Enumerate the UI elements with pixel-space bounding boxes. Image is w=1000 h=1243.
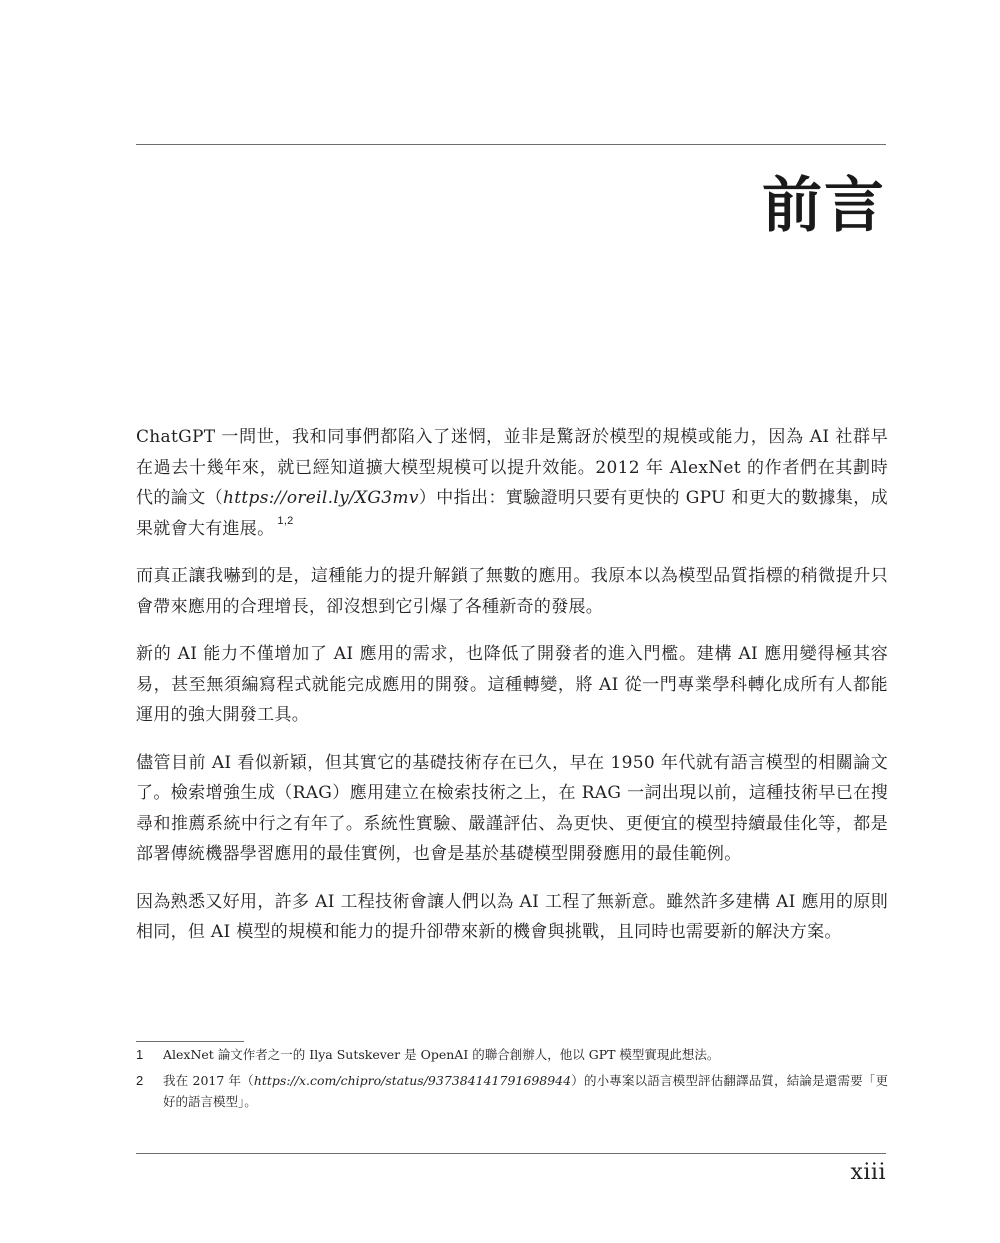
page-number: xiii bbox=[850, 1160, 886, 1185]
footnote-number: 2 bbox=[136, 1073, 144, 1088]
footnote-number: 1 bbox=[136, 1047, 144, 1062]
paragraph-1 bbox=[136, 422, 888, 544]
paragraph-2: 而真正讓我嚇到的是，這種能力的提升解鎖了無數的應用。我原本以為模型品質指標的稍微提升只會帶來應用的合理增長，卻沒想到它引爆了各種新奇的發展。 bbox=[136, 566, 888, 617]
body-text bbox=[136, 422, 888, 965]
paragraph-3: 新的 AI 能力不僅增加了 AI 應用的需求，也降低了開發者的進入門檻。建構 AI 應用變得極其容易，甚至無須編寫程式就能完成應用的開發。這種轉變，將 AI 從一門專業學科轉化成所有人都能運用的強大開發工具。 bbox=[136, 644, 888, 725]
paragraph-5: 因為熟悉又好用，許多 AI 工程技術會讓人們以為 AI 工程了無新意。雖然許多建構 AI 應用的原則相同，但 AI 模型的規模和能力的提升卻帶來新的機會與挑戰，且同時也需要新的解決方案。 bbox=[136, 891, 888, 942]
footnotes bbox=[136, 1044, 888, 1117]
footnote-2 bbox=[136, 1070, 888, 1112]
footnote-text: AlexNet 論文作者之一的 Ilya Sutskever 是 OpenAI 的聯合創辦人，他以 GPT 模型實現此想法。 bbox=[163, 1047, 720, 1062]
footnote-text-after-link: ）的小專案以語言模型評估翻譯品質，結論是還需要「更好的語言模型」。 bbox=[163, 1073, 888, 1109]
footnote-reference[interactable]: 1,2 bbox=[277, 514, 294, 527]
paragraph-1-text-after-link: ）中指出：實驗證明只要有更快的 GPU 和更大的數據集，成果就會大有進展。 bbox=[136, 488, 889, 539]
chapter-title: 前言 bbox=[762, 171, 886, 241]
footnote-text-before-link: 我在 2017 年（ bbox=[163, 1073, 254, 1088]
paper-link[interactable]: https://oreil.ly/XG3mv bbox=[223, 488, 419, 508]
footnote-link[interactable]: https://x.com/chipro/status/937384141791698944 bbox=[253, 1073, 572, 1088]
footer-rule bbox=[136, 1153, 886, 1154]
footnote-separator bbox=[136, 1041, 244, 1042]
footnote-1 bbox=[136, 1044, 888, 1065]
paragraph-4: 儘管目前 AI 看似新穎，但其實它的基礎技術存在已久，早在 1950 年代就有語言模型的相關論文了。檢索增強生成（RAG）應用建立在檢索技術之上，在 RAG 一詞出現以前，這種技術早已在搜尋和推薦系統中行之有年了。系統性實驗、嚴謹評估、為更快、更便宜的模型持續最佳化等，都是部署傳統機器學習應用的最佳實例，也會是基於基礎模型開發應用的最佳範例。 bbox=[136, 752, 888, 864]
paragraph-1-text-before-link: ChatGPT 一問世，我和同事們都陷入了迷惘，並非是驚訝於模型的規模或能力，因為 AI 社群早在過去十幾年來，就已經知道擴大模型規模可以提升效能。2012 年 AlexNet 的作者們在其劃時代的論文（ bbox=[136, 427, 888, 508]
header-rule bbox=[136, 144, 886, 145]
